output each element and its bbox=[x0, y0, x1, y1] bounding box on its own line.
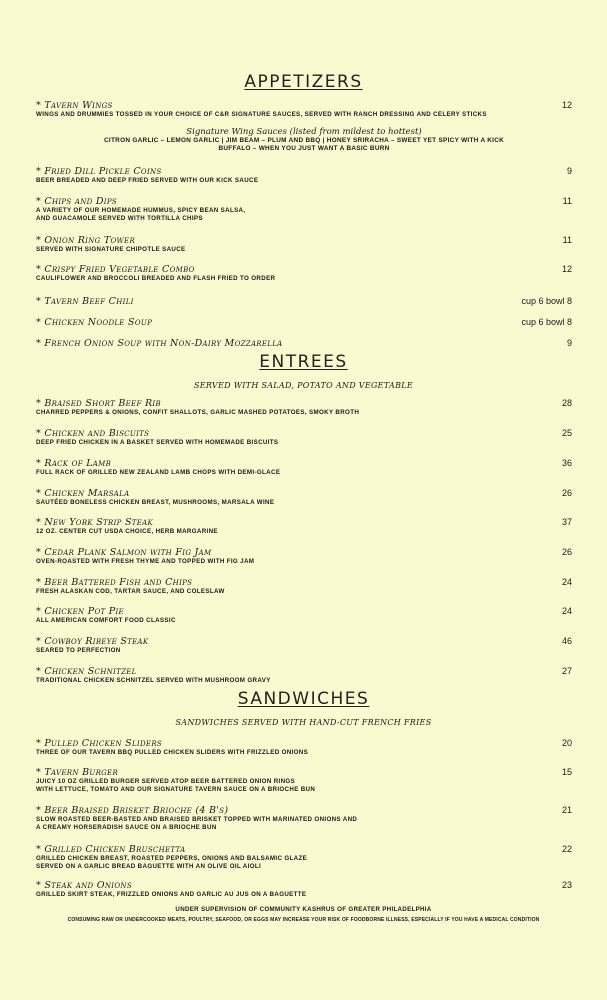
item-description: BEER BREADED AND DEEP FRIED SERVED WITH OUR KICK SAUCE bbox=[36, 177, 259, 184]
menu-item-beer-battered-fish-and-chips bbox=[36, 577, 572, 596]
item-description: 12 OZ. CENTER CUT USDA CHOICE, HERB MARGARINE bbox=[36, 528, 218, 535]
menu-item-tavern-wings bbox=[36, 100, 572, 119]
menu-item-steak-and-onions bbox=[36, 880, 572, 899]
item-description: WINGS AND DRUMMIES TOSSED IN YOUR CHOICE OF C&R SIGNATURE SAUCES, SERVED WITH RANCH DRESSING AND CELERY STICKS bbox=[36, 111, 487, 118]
item-description: SEARED TO PERFECTION bbox=[36, 647, 121, 654]
item-name: * New York Strip Steak bbox=[36, 517, 154, 528]
item-name: * Chips and Dips bbox=[36, 196, 117, 207]
sandwiches-note: SANDWICHES SERVED WITH HAND-CUT FRENCH FRIES bbox=[175, 718, 432, 727]
item-price: 12 bbox=[561, 264, 572, 274]
item-description: ALL AMERICAN COMFORT FOOD CLASSIC bbox=[36, 617, 176, 624]
item-price: 22 bbox=[561, 844, 572, 854]
item-price: cup 6 bowl 8 bbox=[521, 317, 572, 327]
item-price: cup 6 bowl 8 bbox=[521, 296, 572, 306]
item-name: * Beer Braised Brisket Brioche (4 B's) bbox=[36, 805, 229, 816]
item-price: 26 bbox=[561, 488, 572, 498]
menu-item-chicken-marsala bbox=[36, 488, 572, 507]
item-name: * Chicken Noodle Soup bbox=[36, 317, 153, 328]
menu-item-chicken-and-biscuits bbox=[36, 428, 572, 447]
menu-item-chicken-pot-pie bbox=[36, 606, 572, 625]
item-description: OVEN-ROASTED WITH FRESH THYME AND TOPPED WITH FIG JAM bbox=[36, 558, 255, 565]
item-description: SLOW ROASTED BEER-BASTED AND BRAISED BRISKET TOPPED WITH MARINATED ONIONS AND A CREAMY HORSERADISH SAUCE ON A BRIOCHE BUN bbox=[36, 816, 358, 831]
wing-sauces bbox=[36, 127, 572, 153]
item-price: 24 bbox=[561, 606, 572, 616]
entrees-note: SERVED WITH SALAD, POTATO AND VEGETABLE bbox=[193, 381, 414, 390]
item-price: 15 bbox=[561, 767, 572, 777]
item-description: GRILLED CHICKEN BREAST, ROASTED PEPPERS, ONIONS AND BALSAMIC GLAZE SERVED ON A GARLIC BREAD BAGUETTE WITH AN OLIVE OIL AIOLI bbox=[36, 855, 308, 870]
menu-item-chicken-schnitzel bbox=[36, 666, 572, 685]
item-description: CHARRED PEPPERS & ONIONS, CONFIT SHALLOTS, GARLIC MASHED POTATOES, SMOKY BROTH bbox=[36, 409, 360, 416]
item-name: * Beer Battered Fish and Chips bbox=[36, 577, 193, 588]
item-description: CAULIFLOWER AND BROCCOLI BREADED AND FLASH FRIED TO ORDER bbox=[36, 275, 276, 282]
entrees-title: ENTREES bbox=[259, 352, 348, 372]
item-name: * Braised Short Beef Rib bbox=[36, 398, 161, 409]
item-name: * Chicken Pot Pie bbox=[36, 606, 124, 617]
item-price: 26 bbox=[561, 547, 572, 557]
item-description: JUICY 10 OZ GRILLED BURGER SERVED ATOP BEER BATTERED ONION RINGS WITH LETTUCE, TOMATO AND OUR SIGNATURE TAVERN SAUCE ON A BRIOCHE BUN bbox=[36, 778, 316, 793]
foodborne-illness-warning: CONSUMING RAW OR UNDERCOOKED MEATS, POULTRY, SEAFOOD, OR EGGS MAY INCREASE YOUR RISK OF FOODBORNE ILLNESS, ESPECIALLY IF YOU HAVE A MEDICAL CONDITION bbox=[67, 917, 540, 923]
item-description: FRESH ALASKAN COD, TARTAR SAUCE, AND COLESLAW bbox=[36, 588, 225, 595]
item-price: 11 bbox=[562, 196, 572, 206]
menu-item-cowboy-ribeye-steak bbox=[36, 636, 572, 655]
item-description: THREE OF OUR TAVERN BBQ PULLED CHICKEN SLIDERS WITH FRIZZLED ONIONS bbox=[36, 749, 309, 756]
menu-item-new-york-strip-steak bbox=[36, 517, 572, 536]
item-name: * Fried Dill Pickle Coins bbox=[36, 166, 162, 177]
item-price: 27 bbox=[561, 666, 572, 676]
item-name: * Crispy Fried Vegetable Combo bbox=[36, 264, 195, 275]
wing-sauces-line: BUFFALO – WHEN YOU JUST WANT A BASIC BURN bbox=[218, 145, 390, 152]
menu-item-tavern-burger bbox=[36, 767, 572, 794]
item-name: * Steak and Onions bbox=[36, 880, 132, 891]
item-name: * Chicken and Biscuits bbox=[36, 428, 150, 439]
item-price: 9 bbox=[566, 166, 572, 176]
item-price: 12 bbox=[561, 100, 572, 110]
menu-item-braised-short-beef-rib bbox=[36, 398, 572, 417]
item-price: 36 bbox=[561, 458, 572, 468]
menu-item-rack-of-lamb bbox=[36, 458, 572, 477]
item-name: * Pulled Chicken Sliders bbox=[36, 738, 162, 749]
item-price: 20 bbox=[561, 738, 572, 748]
menu-item-onion-ring-tower bbox=[36, 235, 572, 254]
menu-item-chips-and-dips bbox=[36, 196, 572, 223]
menu-item-fried-dill-pickle-coins bbox=[36, 166, 572, 185]
item-name: * Chicken Schnitzel bbox=[36, 666, 137, 677]
appetizers-title: APPETIZERS bbox=[244, 72, 363, 92]
sandwiches-title: SANDWICHES bbox=[237, 689, 370, 709]
menu-item-crispy-fried-vegetable-combo bbox=[36, 264, 572, 283]
item-name: * Cowboy Ribeye Steak bbox=[36, 636, 149, 647]
kashrus-supervision-note: UNDER SUPERVISION OF COMMUNITY KASHRUS OF GREATER PHILADELPHIA bbox=[175, 906, 432, 913]
item-price: 9 bbox=[566, 338, 572, 348]
item-name: * Rack of Lamb bbox=[36, 458, 112, 469]
menu-item-grilled-chicken-bruschetta bbox=[36, 844, 572, 871]
item-price: 37 bbox=[561, 517, 572, 527]
item-description: A VARIETY OF OUR HOMEMADE HUMMUS, SPICY BEAN SALSA, AND GUACAMOLE SERVED WITH TORTILLA CHIPS bbox=[36, 207, 246, 222]
menu-item-tavern-beef-chili bbox=[36, 296, 572, 307]
item-description: SAUTÉED BONELESS CHICKEN BREAST, MUSHROOMS, MARSALA WINE bbox=[36, 499, 275, 506]
item-price: 11 bbox=[562, 235, 572, 245]
menu-item-pulled-chicken-sliders bbox=[36, 738, 572, 757]
item-price: 28 bbox=[561, 398, 572, 408]
item-name: * Chicken Marsala bbox=[36, 488, 130, 499]
menu-item-french-onion-soup bbox=[36, 338, 572, 349]
wing-sauces-line: CITRON GARLIC – LEMON GARLIC | JIM BEAM – PLUM AND BBQ | HONEY SRIRACHA – SWEET YET SPICY WITH A KICK bbox=[103, 137, 505, 144]
item-price: 24 bbox=[561, 577, 572, 587]
wing-sauces-title: Signature Wing Sauces (listed from mildest to hottest) bbox=[186, 127, 422, 137]
item-name: * French Onion Soup with Non-Dairy Mozzarella bbox=[36, 338, 283, 349]
item-name: * Onion Ring Tower bbox=[36, 235, 136, 246]
item-description: FULL RACK OF GRILLED NEW ZEALAND LAMB CHOPS WITH DEMI-GLACE bbox=[36, 469, 281, 476]
item-name: * Grilled Chicken Bruschetta bbox=[36, 844, 186, 855]
item-description: DEEP FRIED CHICKEN IN A BASKET SERVED WITH HOMEMADE BISCUITS bbox=[36, 439, 279, 446]
item-description: TRADITIONAL CHICKEN SCHNITZEL SERVED WITH MUSHROOM GRAVY bbox=[36, 677, 271, 684]
item-description: GRILLED SKIRT STEAK, FRIZZLED ONIONS AND GARLIC AU JUS ON A BAGUETTE bbox=[36, 891, 307, 898]
menu-item-beer-braised-brisket-brioche bbox=[36, 805, 572, 832]
item-name: * Tavern Beef Chili bbox=[36, 296, 134, 307]
item-price: 46 bbox=[561, 636, 572, 646]
item-price: 21 bbox=[561, 805, 572, 815]
item-name: * Tavern Burger bbox=[36, 767, 119, 778]
item-price: 23 bbox=[561, 880, 572, 890]
item-name: * Tavern Wings bbox=[36, 100, 113, 111]
menu-item-cedar-plank-salmon bbox=[36, 547, 572, 566]
item-price: 25 bbox=[561, 428, 572, 438]
menu-item-chicken-noodle-soup bbox=[36, 317, 572, 328]
item-description: SERVED WITH SIGNATURE CHIPOTLE SAUCE bbox=[36, 246, 186, 253]
item-name: * Cedar Plank Salmon with Fig Jam bbox=[36, 547, 212, 558]
